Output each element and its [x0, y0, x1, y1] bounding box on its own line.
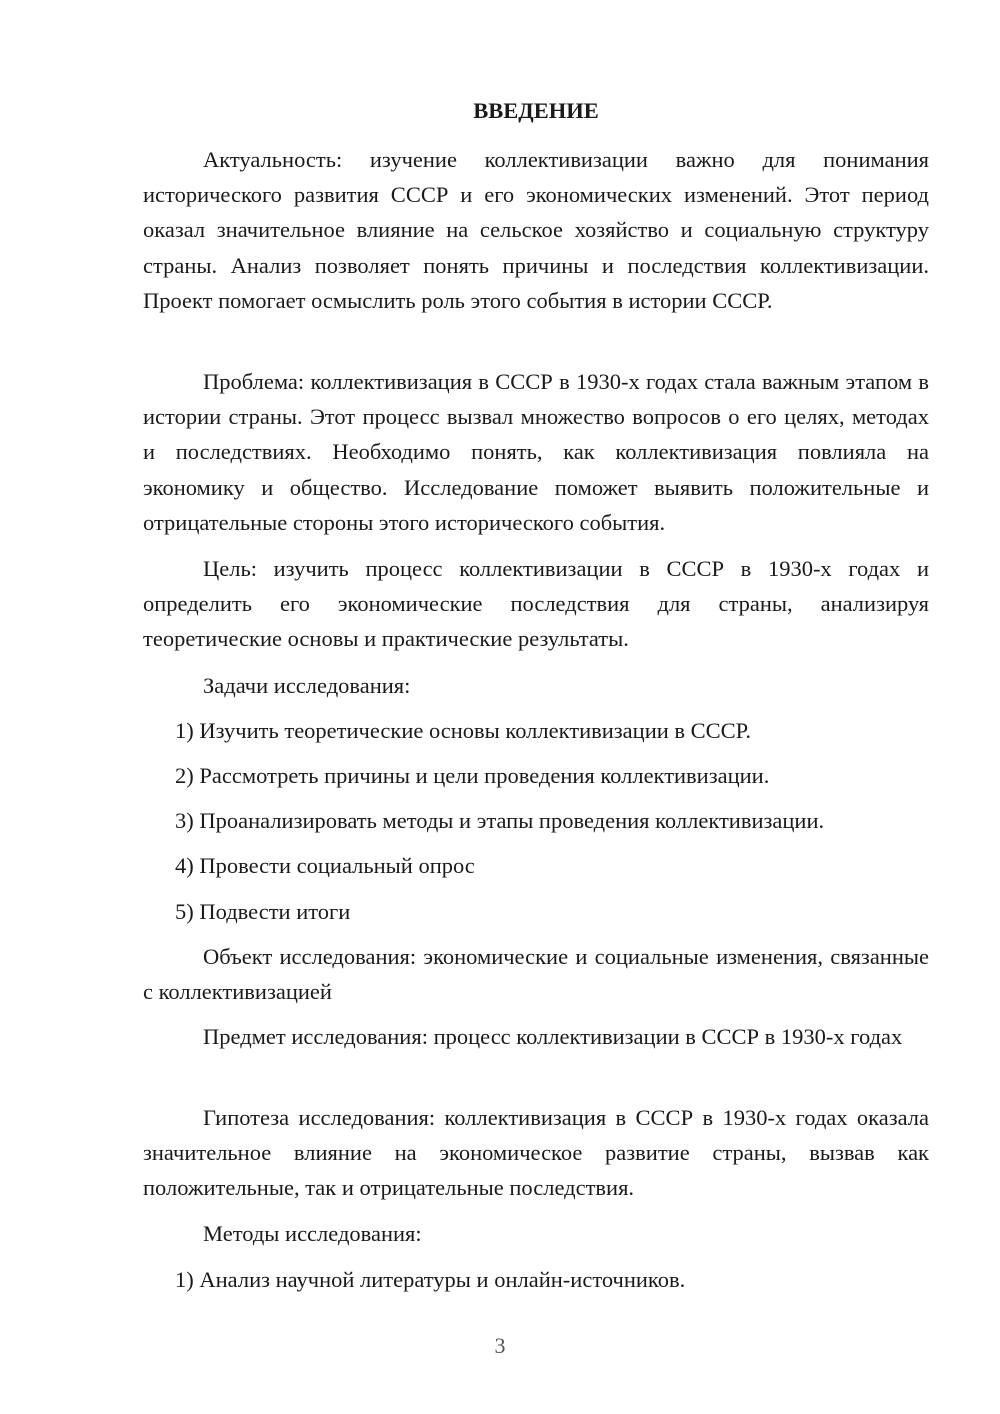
methods-heading: Методы исследования: [203, 1221, 422, 1246]
hypothesis-paragraph: Гипотеза исследования: коллективизация в СССР в 1930-х годах оказала значительное влияние на экономическое развитие страны, вызвав как положительные, так и отрицательные последствия. [143, 1105, 929, 1201]
tasks-heading: Задачи исследования: [203, 673, 411, 698]
task-item: 5) Подвести итоги [175, 899, 351, 924]
task-item: 3) Проанализировать методы и этапы проведения коллективизации. [175, 808, 825, 833]
task-item: 2) Рассмотреть причины и цели проведения коллективизации. [175, 763, 770, 788]
goal-paragraph: Цель: изучить процесс коллективизации в СССР в 1930-х годах и определить его экономические последствия для страны, анализируя теоретические основы и практические результаты. [143, 556, 929, 652]
subject-paragraph: Предмет исследования: процесс коллективизации в СССР в 1930-х годах [203, 1024, 903, 1049]
method-item: 1) Анализ научной литературы и онлайн-источников. [175, 1267, 686, 1292]
task-item: 4) Провести социальный опрос [175, 853, 475, 878]
relevance-paragraph: Актуальность: изучение коллективизации важно для понимания исторического развития СССР и его экономических изменений. Этот период оказал значительное влияние на сельское хозяйство и социальную структуру страны. Анализ позволяет понять причины и последствия коллективизации. Проект помогает осмыслить роль этого события в истории СССР. [143, 147, 929, 313]
page-number: 3 [494, 1333, 506, 1358]
task-item: 1) Изучить теоретические основы коллективизации в СССР. [175, 718, 752, 743]
page-title: ВВЕДЕНИЕ [473, 98, 599, 123]
object-paragraph: Объект исследования: экономические и социальные изменения, связанные с коллективизацией [143, 944, 929, 1005]
problem-paragraph: Проблема: коллективизация в СССР в 1930-х годах стала важным этапом в истории страны. Этот процесс вызвал множество вопросов о его целях, методах и последствиях. Необходимо понять, как коллективизация повлияла на экономику и общество. Исследование поможет выявить положительные и отрицательные стороны этого исторического события. [143, 369, 929, 535]
